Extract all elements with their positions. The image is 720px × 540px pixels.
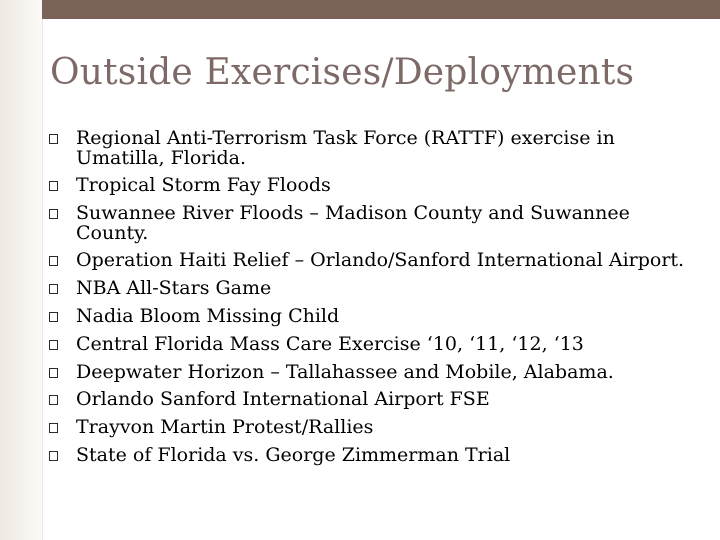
bullet-text: State of Florida vs. George Zimmerman Trial bbox=[76, 443, 511, 466]
list-item bbox=[49, 204, 689, 243]
list-item bbox=[49, 418, 689, 438]
bullet-text: Trayvon Martin Protest/Rallies bbox=[76, 416, 374, 439]
side-band bbox=[0, 0, 43, 540]
slide-title: Outside Exercises/Deployments bbox=[50, 52, 635, 93]
bullet-text: Nadia Bloom Missing Child bbox=[76, 304, 340, 327]
list-item bbox=[49, 129, 689, 168]
list-item bbox=[49, 390, 689, 410]
bullet-text: Suwannee River Floods – Madison County and Suwannee County. bbox=[76, 202, 630, 244]
square-bullet-icon bbox=[49, 134, 58, 144]
list-item bbox=[49, 443, 689, 466]
list-item bbox=[49, 176, 689, 196]
square-bullet-icon bbox=[49, 284, 58, 294]
list-item bbox=[49, 251, 689, 271]
square-bullet-icon bbox=[49, 395, 58, 405]
square-bullet-icon bbox=[49, 312, 58, 322]
list-item bbox=[49, 332, 689, 355]
square-bullet-icon bbox=[49, 256, 58, 266]
list-item bbox=[49, 279, 689, 299]
list-item bbox=[49, 304, 689, 327]
square-bullet-icon bbox=[49, 209, 58, 219]
bullet-text: Tropical Storm Fay Floods bbox=[76, 174, 331, 197]
bullet-text: Deepwater Horizon – Tallahassee and Mobile, Alabama. bbox=[76, 360, 614, 383]
bullet-text: Central Florida Mass Care Exercise ‘10, ‘11, ‘12, ‘13 bbox=[76, 332, 584, 355]
bullet-text: Regional Anti-Terrorism Task Force (RATTF) exercise in Umatilla, Florida. bbox=[76, 127, 615, 169]
bullet-text: Operation Haiti Relief – Orlando/Sanford International Airport. bbox=[76, 249, 685, 272]
square-bullet-icon bbox=[49, 368, 58, 378]
bullet-text: NBA All-Stars Game bbox=[76, 277, 272, 300]
list-item bbox=[49, 360, 689, 383]
square-bullet-icon bbox=[49, 340, 58, 350]
top-accent-bar bbox=[42, 0, 720, 19]
square-bullet-icon bbox=[49, 451, 58, 461]
square-bullet-icon bbox=[49, 181, 58, 191]
square-bullet-icon bbox=[49, 423, 58, 433]
bullet-text: Orlando Sanford International Airport FSE bbox=[76, 388, 490, 411]
bullet-list bbox=[49, 129, 689, 474]
